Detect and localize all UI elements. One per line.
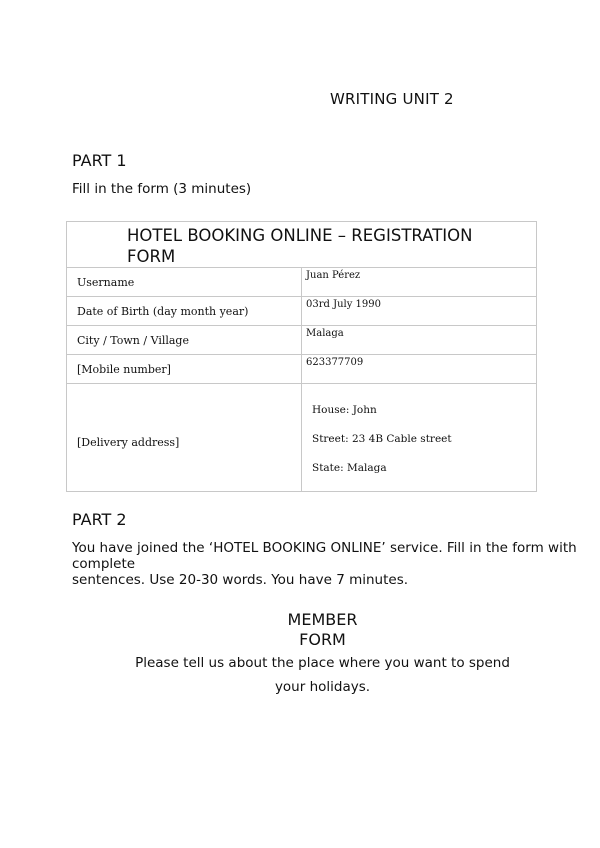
part2-instruction-line2: sentences. Use 20-30 words. You have 7 minutes. xyxy=(72,572,409,588)
form-row-username xyxy=(67,268,537,297)
form-title-line2: FORM xyxy=(127,247,176,266)
form-row-mobile xyxy=(67,355,537,384)
city-label-cell xyxy=(67,326,302,355)
registration-form-table xyxy=(66,221,537,492)
mobile-value-cell[interactable] xyxy=(302,355,537,384)
address-label: [Delivery address] xyxy=(77,436,180,449)
address-lines xyxy=(302,384,536,491)
dob-label-cell xyxy=(67,297,302,326)
address-line-street: Street: 23 4B Cable street xyxy=(312,433,452,445)
part2-heading: PART 2 xyxy=(72,510,127,529)
form-title xyxy=(67,222,517,267)
form-title-line1: HOTEL BOOKING ONLINE – REGISTRATION xyxy=(127,226,473,245)
member-form-title-line1: MEMBER xyxy=(287,610,358,629)
part1-heading: PART 1 xyxy=(72,151,127,170)
form-row-city xyxy=(67,326,537,355)
mobile-label: [Mobile number] xyxy=(77,363,171,376)
address-line-state: State: Malaga xyxy=(312,462,387,474)
form-row-address xyxy=(67,384,537,492)
city-label: City / Town / Village xyxy=(77,334,189,347)
mobile-value: 623377709 xyxy=(306,357,364,368)
dob-value-cell[interactable] xyxy=(302,297,537,326)
part1-instruction: Fill in the form (3 minutes) xyxy=(72,181,252,197)
member-form-title xyxy=(200,610,445,650)
city-value: Malaga xyxy=(306,328,344,339)
unit-title: WRITING UNIT 2 xyxy=(330,90,454,108)
address-label-cell xyxy=(67,384,302,492)
username-label-cell xyxy=(67,268,302,297)
dob-value: 03rd July 1990 xyxy=(306,299,382,310)
member-form-title-line2: FORM xyxy=(299,630,346,649)
username-label: Username xyxy=(77,276,135,289)
part2-instruction xyxy=(72,540,577,588)
mobile-label-cell xyxy=(67,355,302,384)
member-form-instruction xyxy=(100,651,545,699)
form-row-dob xyxy=(67,297,537,326)
address-line-house: House: John xyxy=(312,404,377,416)
dob-label: Date of Birth (day month year) xyxy=(77,305,249,318)
member-form-instruction-line2: your holidays. xyxy=(274,679,371,695)
username-value-cell[interactable] xyxy=(302,268,537,297)
address-value-cell[interactable] xyxy=(302,384,537,492)
member-form-instruction-line1: Please tell us about the place where you want to spend xyxy=(135,655,510,671)
username-value: Juan Pérez xyxy=(306,270,361,281)
city-value-cell[interactable] xyxy=(302,326,537,355)
form-title-cell xyxy=(67,222,537,268)
part2-instruction-line1: You have joined the ‘HOTEL BOOKING ONLINE’ service. Fill in the form with complete xyxy=(72,540,577,572)
